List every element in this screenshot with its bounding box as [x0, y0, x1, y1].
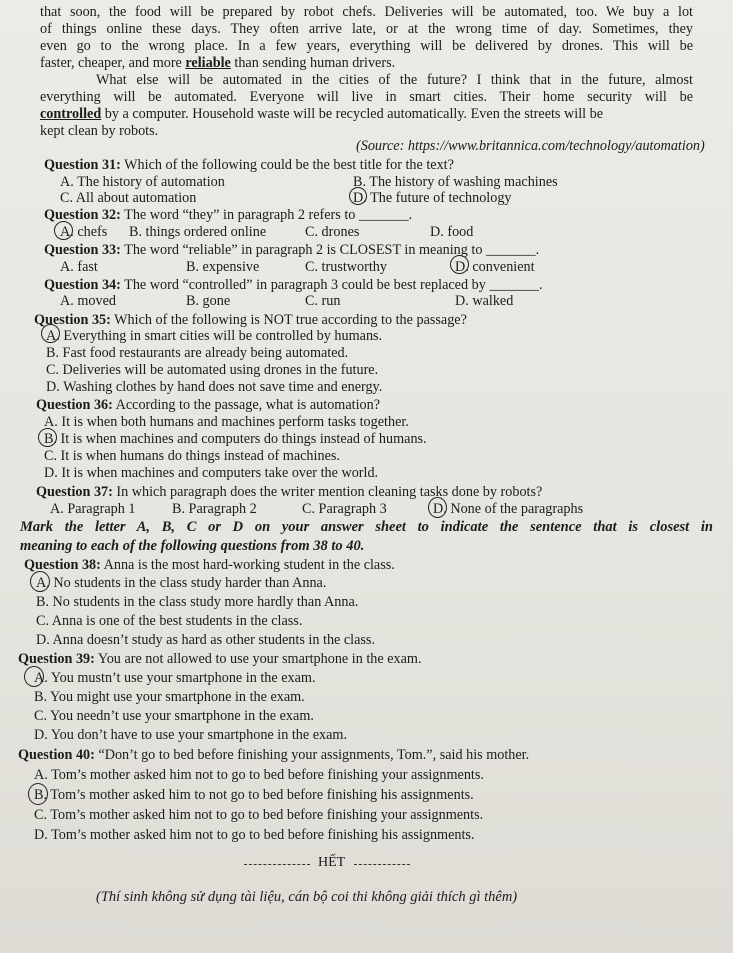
- passage-line: kept clean by robots.: [40, 123, 159, 139]
- option-39c[interactable]: C. You needn’t use your smartphone in the exam.: [34, 708, 314, 724]
- answer-mark-circle: [30, 571, 50, 592]
- option-33a[interactable]: A. fast: [60, 259, 98, 275]
- option-32c[interactable]: C. drones: [305, 224, 360, 240]
- option-31d[interactable]: D. The future of technology: [353, 190, 512, 206]
- answer-mark-circle: [24, 666, 44, 687]
- option-32d[interactable]: D. food: [430, 224, 474, 240]
- option-36a[interactable]: A. It is when both humans and machines perform tasks together.: [44, 414, 409, 430]
- option-38a[interactable]: A. No students in the class study harder than Anna.: [36, 575, 327, 591]
- underlined-word-reliable: reliable: [185, 55, 231, 71]
- passage-line: What else will be automated in the cities of the future? I think that in the future, almost: [96, 72, 693, 88]
- option-35b[interactable]: B. Fast food restaurants are already being automated.: [46, 345, 349, 361]
- passage-line: even go to the wrong place. In a few years, everything will be delivered by drones. This will be: [40, 38, 693, 54]
- option-37d[interactable]: D. None of the paragraphs: [433, 501, 584, 517]
- footer-note: (Thí sinh không sử dụng tài liệu, cán bộ coi thi không giải thích gì thêm): [96, 889, 518, 905]
- question-31: Question 31: Which of the following could be the best title for the text?: [44, 157, 454, 173]
- passage-line: controlled by a computer. Household waste will be recycled automatically. Even the streets will be: [40, 106, 604, 122]
- option-34c[interactable]: C. run: [305, 293, 341, 309]
- answer-mark-circle: [349, 187, 367, 205]
- divider: [354, 864, 410, 865]
- answer-mark-circle: [41, 324, 60, 343]
- question-40: Question 40: “Don’t go to bed before finishing your assignments, Tom.”, said his mother.: [18, 747, 530, 763]
- question-37: Question 37: In which paragraph does the writer mention cleaning tasks done by robots?: [36, 484, 543, 500]
- passage-line: faster, cheaper, and more reliable than sending human drivers.: [40, 55, 396, 71]
- option-32a[interactable]: A. chefs: [60, 224, 108, 240]
- option-33c[interactable]: C. trustworthy: [305, 259, 387, 275]
- option-33b[interactable]: B. expensive: [186, 259, 260, 275]
- question-35: Question 35: Which of the following is NOT true according to the passage?: [34, 312, 467, 328]
- option-31c[interactable]: C. All about automation: [60, 190, 197, 206]
- option-40b[interactable]: B. Tom’s mother asked him to not go to bed before finishing his assignments.: [34, 787, 474, 803]
- option-31b[interactable]: B. The history of washing machines: [353, 174, 558, 190]
- source-citation: (Source: https://www.britannica.com/technology/automation): [356, 138, 705, 154]
- option-38b[interactable]: B. No students in the class study more hardly than Anna.: [36, 594, 359, 610]
- question-34: Question 34: The word “controlled” in paragraph 3 could be best replaced by _______.: [44, 277, 543, 293]
- question-36: Question 36: According to the passage, what is automation?: [36, 397, 380, 413]
- option-36b[interactable]: B. It is when machines and computers do things instead of humans.: [44, 431, 427, 447]
- option-35d[interactable]: D. Washing clothes by hand does not save time and energy.: [46, 379, 383, 395]
- end-marker: HẾT: [318, 855, 346, 870]
- answer-mark-circle: [428, 497, 447, 518]
- option-36c[interactable]: C. It is when humans do things instead of machines.: [44, 448, 340, 464]
- option-33d[interactable]: D. convenient: [455, 259, 535, 275]
- option-38c[interactable]: C. Anna is one of the best students in the class.: [36, 613, 303, 629]
- option-40c[interactable]: C. Tom’s mother asked him not to go to bed before finishing your assignments.: [34, 807, 484, 823]
- question-33: Question 33: The word “reliable” in paragraph 2 is CLOSEST in meaning to _______.: [44, 242, 540, 258]
- option-34b[interactable]: B. gone: [186, 293, 231, 309]
- option-40d[interactable]: D. Tom’s mother asked him not to go to bed before finishing his assignments.: [34, 827, 475, 843]
- option-39b[interactable]: B. You might use your smartphone in the exam.: [34, 689, 305, 705]
- answer-mark-circle: [54, 221, 73, 240]
- question-39: Question 39: You are not allowed to use your smartphone in the exam.: [18, 651, 422, 667]
- option-40a[interactable]: A. Tom’s mother asked him not to go to bed before finishing your assignments.: [34, 767, 484, 783]
- question-32: Question 32: The word “they” in paragraph 2 refers to _______.: [44, 207, 413, 223]
- option-34d[interactable]: D. walked: [455, 293, 514, 309]
- divider: [244, 864, 310, 865]
- passage-line: of things online these days. They often arrive late, or at the wrong time of day. Sometimes, they: [40, 21, 693, 37]
- answer-mark-circle: [450, 255, 469, 274]
- option-39d[interactable]: D. You don’t have to use your smartphone in the exam.: [34, 727, 348, 743]
- underlined-word-controlled: controlled: [40, 106, 102, 122]
- option-34a[interactable]: A. moved: [60, 293, 116, 309]
- option-31a[interactable]: A. The history of automation: [60, 174, 225, 190]
- option-36d[interactable]: D. It is when machines and computers take over the world.: [44, 465, 379, 481]
- section-instruction: Mark the letter A, B, C or D on your answer sheet to indicate the sentence that is closest in: [20, 519, 713, 535]
- option-32b[interactable]: B. things ordered online: [129, 224, 267, 240]
- option-35a[interactable]: A. Everything in smart cities will be controlled by humans.: [46, 328, 383, 344]
- option-39a[interactable]: A. You mustn’t use your smartphone in the exam.: [34, 670, 316, 686]
- passage-line: everything will be automated. Everyone will live in smart cities. Their home security will be: [40, 89, 693, 105]
- option-37b[interactable]: B. Paragraph 2: [172, 501, 257, 517]
- question-38: Question 38: Anna is the most hard-working student in the class.: [24, 557, 395, 573]
- option-35c[interactable]: C. Deliveries will be automated using drones in the future.: [46, 362, 379, 378]
- passage-line: that soon, the food will be prepared by robot chefs. Deliveries will be automated, too. We buy a lot: [40, 4, 693, 20]
- option-38d[interactable]: D. Anna doesn’t study as hard as other students in the class.: [36, 632, 376, 648]
- answer-mark-circle: [28, 783, 48, 805]
- option-37c[interactable]: C. Paragraph 3: [302, 501, 387, 517]
- section-instruction: meaning to each of the following questions from 38 to 40.: [20, 538, 365, 554]
- answer-mark-circle: [38, 428, 57, 447]
- option-37a[interactable]: A. Paragraph 1: [50, 501, 136, 517]
